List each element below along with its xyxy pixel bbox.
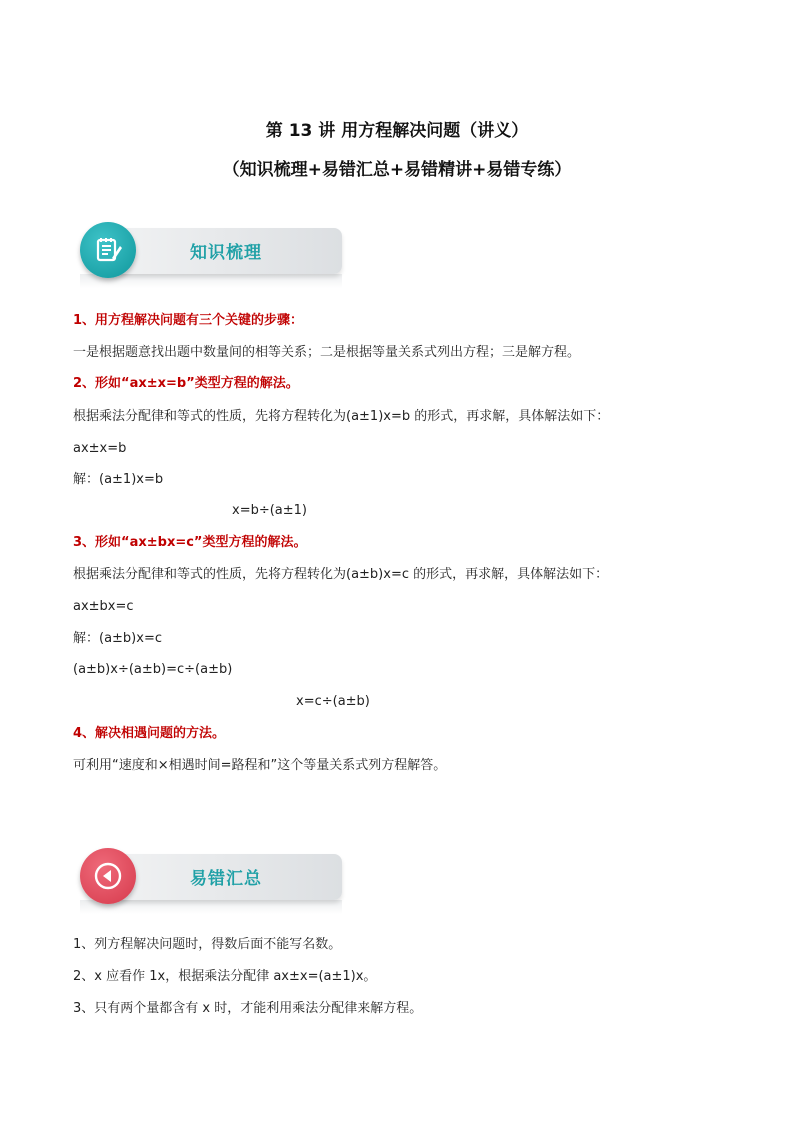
banner-label: 易错汇总 <box>190 869 262 889</box>
point-1-heading: 1、用方程解决问题有三个关键的步骤： <box>73 313 304 328</box>
point-3-text: 根据乘法分配律和等式的性质，先将方程转化为(a±b)x=c 的形式，再求解，具体解法如下： <box>73 567 609 582</box>
banner-label: 知识梳理 <box>190 243 262 263</box>
point-4-heading: 4、解决相遇问题的方法。 <box>73 726 226 741</box>
point-2-equation: ax±x=b <box>73 441 127 456</box>
banner-reflection <box>80 900 342 914</box>
point-3-heading: 3、形如“ax±bx=c”类型方程的解法。 <box>73 535 307 550</box>
point-3-step-3: x=c÷(a±b) <box>296 694 370 709</box>
point-1-text: 一是根据题意找出题中数量间的相等关系；二是根据等量关系式列出方程；三是解方程。 <box>73 345 581 360</box>
page-subtitle: （知识梳理+易错汇总+易错精讲+易错专练） <box>222 160 572 180</box>
point-3-step-2: (a±b)x÷(a±b)=c÷(a±b) <box>73 662 233 677</box>
point-4-text: 可利用“速度和×相遇时间=路程和”这个等量关系式列方程解答。 <box>73 758 447 773</box>
banner-reflection <box>80 274 342 288</box>
mistake-2: 2、x 应看作 1x，根据乘法分配律 ax±x=(a±1)x。 <box>73 969 377 984</box>
mistake-1: 1、列方程解决问题时，得数后面不能写名数。 <box>73 937 342 952</box>
section-banner-mistakes <box>80 848 342 916</box>
point-3-step-1: 解：(a±b)x=c <box>73 631 162 646</box>
mistake-3: 3、只有两个量都含有 x 时，才能利用乘法分配律来解方程。 <box>73 1001 423 1016</box>
section-banner-knowledge <box>80 222 342 290</box>
point-2-step-2: x=b÷(a±1) <box>232 503 308 518</box>
point-2-heading: 2、形如“ax±x=b”类型方程的解法。 <box>73 376 299 391</box>
point-2-text: 根据乘法分配律和等式的性质，先将方程转化为(a±1)x=b 的形式，再求解，具体解法如下： <box>73 409 610 424</box>
notepad-pencil-icon <box>80 222 136 278</box>
point-2-step-1: 解：(a±1)x=b <box>73 472 164 487</box>
page-title: 第 13 讲 用方程解决问题（讲义） <box>265 121 529 141</box>
point-3-equation: ax±bx=c <box>73 599 134 614</box>
play-back-icon <box>80 848 136 904</box>
